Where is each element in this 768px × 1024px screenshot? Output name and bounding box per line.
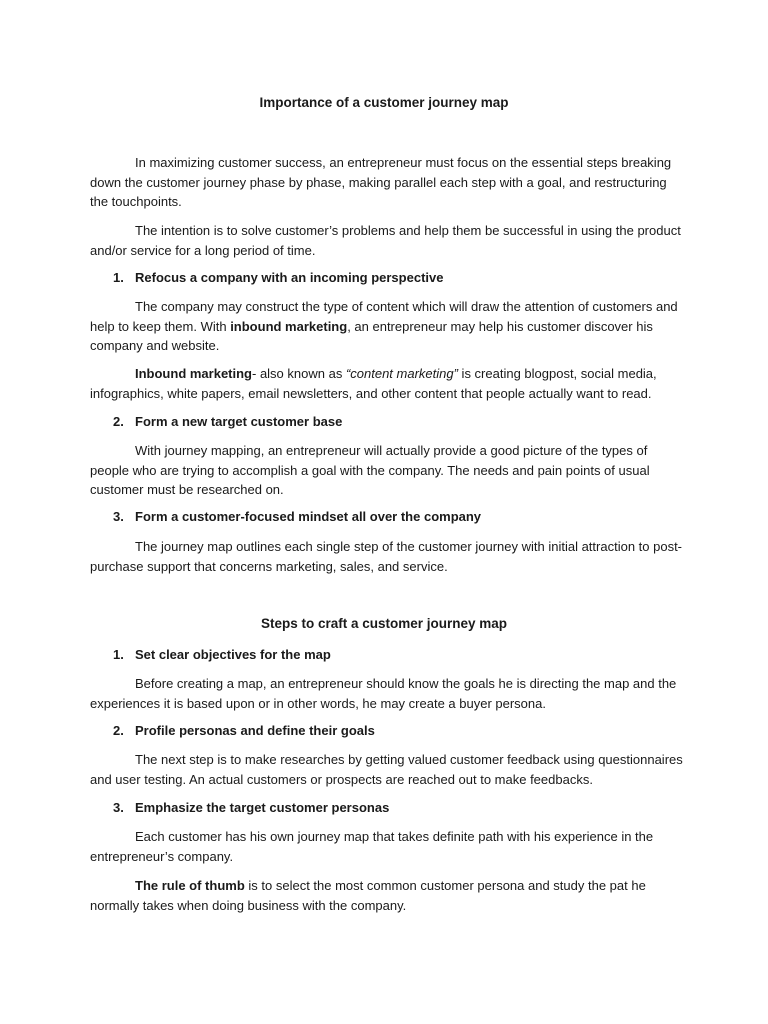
list-item-heading: 1. Set clear objectives for the map: [113, 647, 331, 662]
step2-paragraph: The next step is to make researches by getting valued customer feedback using questionnaires and user testing. An actual customers or prospects are reached out to make feedbacks.: [90, 752, 683, 787]
section2-title: Steps to craft a customer journey map: [260, 616, 508, 631]
item2-paragraph: With journey mapping, an entrepreneur will actually provide a good picture of the types of people who are trying to accomplish a goal with the company. The needs and pain points of usual customer must be researched on.: [90, 443, 650, 497]
intro-paragraph-1: In maximizing customer success, an entrepreneur must focus on the essential steps breaking down the customer journey phase by phase, making parallel each step with a goal, and restructuring the touchpoints.: [90, 155, 672, 209]
section1-title: Importance of a customer journey map: [259, 95, 509, 110]
step1-paragraph: Before creating a map, an entrepreneur should know the goals he is directing the map and the experiences it is based upon or in other words, he may create a buyer persona.: [90, 676, 677, 711]
list-item-heading: 2. Form a new target customer base: [113, 414, 343, 429]
item3-paragraph: The journey map outlines each single step of the customer journey with initial attraction to post-purchase support that concerns marketing, sales, and service.: [90, 539, 683, 574]
item1-paragraph-2: Inbound marketing- also known as “content marketing” is creating blogpost, social media, infographics, white papers, email newsletters, and other content that people actually want to read.: [90, 366, 657, 401]
step3-paragraph-1: Each customer has his own journey map that takes definite path with his experience in the entrepreneur’s company.: [90, 829, 654, 864]
intro-paragraph-2: The intention is to solve customer’s problems and help them be successful in using the product and/or service for a long period of time.: [90, 223, 681, 258]
item1-paragraph-1: The company may construct the type of content which will draw the attention of customers and help to keep them. With inbound marketing, an entrepreneur may help his customer discover his company and website.: [90, 299, 678, 353]
list-item-heading: 3. Form a customer-focused mindset all over the company: [113, 509, 482, 524]
step3-paragraph-2: The rule of thumb is to select the most common customer persona and study the pat he normally takes when doing business with the company.: [90, 878, 646, 913]
list-item-heading: 3. Emphasize the target customer personas: [113, 800, 390, 815]
list-item-heading: 2. Profile personas and define their goals: [113, 723, 375, 738]
list-item-heading: 1. Refocus a company with an incoming perspective: [113, 270, 444, 285]
